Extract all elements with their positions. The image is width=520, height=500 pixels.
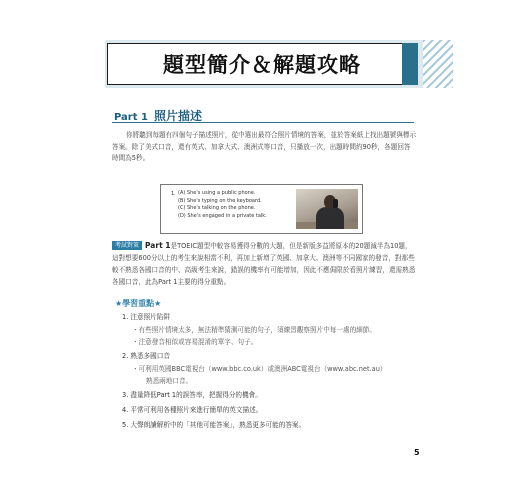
page-title [107, 43, 417, 85]
point-1: 1. 注意照片陷阱 [122, 313, 170, 321]
tip-lead: Part 1 [145, 241, 171, 250]
header-stripes [423, 40, 453, 88]
option-b: (B) She's typing on the keyboard. [178, 197, 262, 204]
tip-text: 是TOEIC題型中較容易獲得分數的大題，但是新版多益將原本的20題減半為10題，這對想要600分以上的考生來說相當不利，再加上新增了英國、加拿大、澳洲等不同國家的發音，對那些較不熟悉各國口音的中、高級考生來說，錯誤的機率有可能增加，因此不應侷限於看照片練習，還需熟悉各國口音，此為Part 1主要的得分重點。 [112, 242, 416, 286]
point-5: 5. 大聲朗讀解析中的「其他可能答案」，熟悉更多可能的答案。 [122, 421, 306, 429]
option-a: (A) She's using a public phone. [178, 190, 256, 196]
example-options [178, 190, 267, 220]
point-3: 3. 盡量降低Part 1的誤答率，把握得分的機會。 [122, 391, 262, 399]
point-1-sub-1: ・有些照片情境太多，無法精準猜測可能的句子，須練習觀察照片中每一處的細節。 [132, 326, 376, 334]
example-photo [296, 189, 358, 229]
point-2-sub-2: 熟悉兩地口音。 [146, 377, 193, 385]
example-box [160, 184, 363, 234]
point-1-sub-2: ・注意發音相似或容易混淆的單字、句子。 [132, 338, 258, 346]
exam-tip [112, 240, 417, 288]
tip-badge: 考試對策 [112, 241, 142, 250]
section-divider [112, 122, 414, 123]
intro-paragraph: 你將聽到每題有四個句子描述照片，從中選出最符合照片情境的答案，並於答案紙上找出題號與標示答案。除了美式口音，還有英式、加拿大式、澳洲式等口音，只播放一次，出題時間約90秒，各題回答時間為5秒。 [112, 131, 417, 162]
header-tab [402, 43, 418, 85]
point-4: 4. 平常可利用各種照片來進行簡單的英文描述。 [122, 406, 263, 414]
option-c: (C) She's talking on the phone. [178, 205, 256, 212]
page-number: 5 [414, 448, 420, 457]
example-number: 1. [171, 191, 176, 197]
point-2: 2. 熟悉多國口音 [122, 352, 170, 360]
option-d: (D) She's engaged in a private talk. [178, 212, 267, 219]
part-name: 照片描述 [153, 109, 202, 123]
page-title-text: 題型簡介＆解題攻略 [163, 53, 361, 77]
learning-points-title: ★學習重點★ [115, 299, 162, 308]
part-label: Part 1 [114, 112, 148, 123]
point-2-sub-1: ・可利用英國BBC電視台（www.bbc.co.uk）或澳洲ABC電視台（www.abc.net.au） [132, 365, 387, 373]
